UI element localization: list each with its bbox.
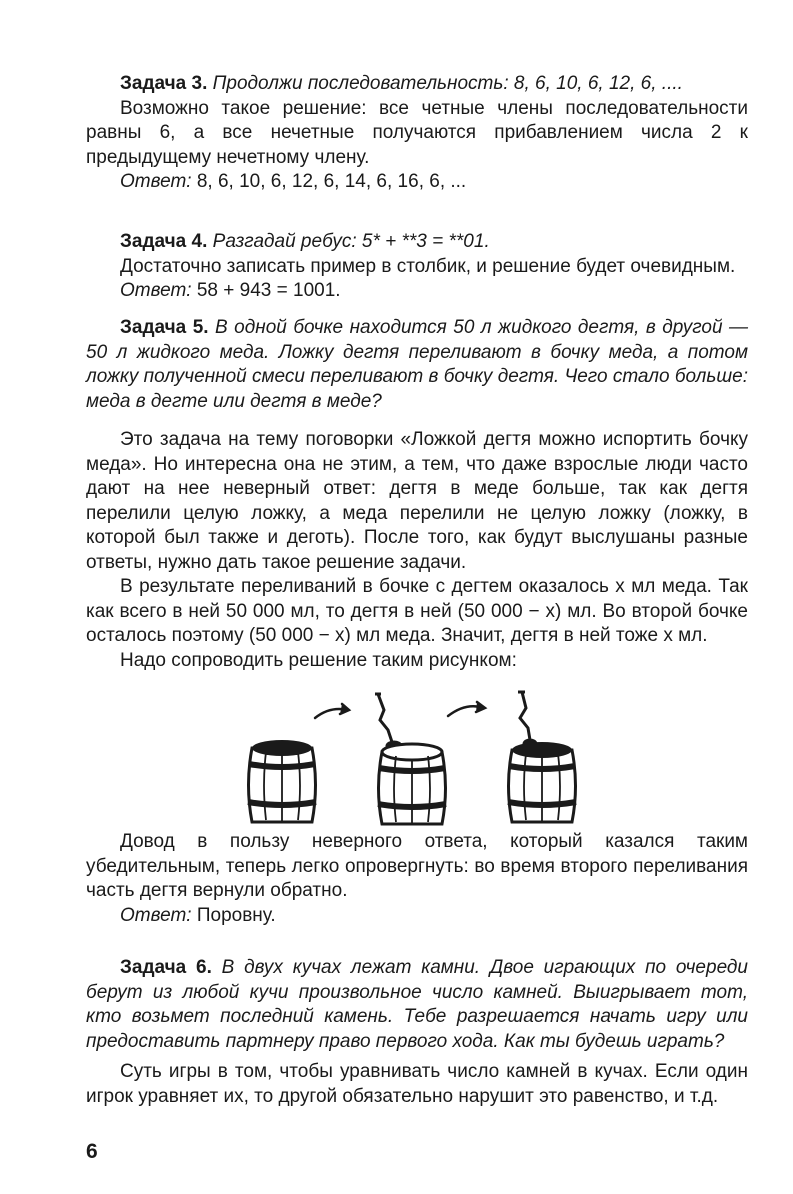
task-6-solution: Суть игры в том, чтобы уравнивать число камней в кучах. Если один игрок уравняет их, то другой обязательно нарушит это равенство, и т.д. <box>86 1061 748 1107</box>
task-3-statement: Продолжи последовательность: 8, 6, 10, 6, 12, 6, .... <box>212 73 683 94</box>
page-number: 6 <box>86 1140 98 1163</box>
task-5-label: Задача 5. <box>120 317 209 338</box>
task-6-label: Задача 6. <box>120 957 212 978</box>
task-5-answer: Поровну. <box>196 904 276 926</box>
task-3-answer: 8, 6, 10, 6, 12, 6, 14, 6, 16, 6, ... <box>196 171 467 192</box>
barrel-3-icon <box>508 742 576 822</box>
task-4 <box>86 230 748 304</box>
ladle-1-icon <box>375 694 401 750</box>
task-6-statement: В двух кучах лежат камни. Двое играющих по очереди берут из любой кучи произвольное число камней. Выигрывает тот, кто возьмет последний камень. Тебе разрешается начать игру или предоставить партнеру право первого хода. Как ты будешь играть? <box>86 957 748 1052</box>
arrow-1-head <box>340 704 349 714</box>
task-4-answer-label: Ответ: <box>120 280 192 301</box>
barrel-2-icon <box>378 744 446 824</box>
task-6 <box>86 956 748 1109</box>
task-3-solution: Возможно такое решение: все четные члены последовательности равны 6, а все нечетные получаются прибавлением числа 2 к предыдущему нечетному члену. <box>86 97 748 168</box>
task-4-statement: Разгадай ребус: 5* + **3 = **01. <box>212 231 490 252</box>
task-3 <box>86 72 748 195</box>
task-5-paragraph-2: В результате переливаний в бочке с дегтем оказалось x мл меда. Так как всего в ней 50 000 мл, то дегтя в ней (50 000 − x) мл. Во второй бочке осталось поэтому (50 000 − x) мл меда. Значит, дегтя в ней тоже x мл. <box>86 576 748 646</box>
task-5 <box>86 316 748 673</box>
task-5-statement: В одной бочке находится 50 л жидкого дегтя, в другой — 50 л жидкого меда. Ложку дегтя переливают в бочку меда, а потом ложку полученной смеси переливают в бочку дегтя. Чего стало больше: меда в дегте или дегтя в меде? <box>86 317 749 412</box>
task-3-label: Задача 3. <box>120 73 208 94</box>
barrels-illustration <box>230 690 590 830</box>
task-4-answer: 58 + 943 = 1001. <box>196 280 341 301</box>
ladle-2-icon <box>518 692 536 748</box>
task-5-paragraph-1: Это задача на тему поговорки «Ложкой дегтя можно испортить бочку меда». Но интересна она не этим, а тем, что даже взрослые люди часто дают на нее неверный ответ: дегтя в меде больше, так как дегтя перелили целую ложку, а меда перелили не целую ложку (ложку, в которой был также и деготь). После того, как будут выслушаны разные ответы, нужно дать такое решение задачи. <box>86 429 748 573</box>
task-5-paragraph-3: Надо сопроводить решение таким рисунком: <box>120 649 517 671</box>
task-4-label: Задача 4. <box>120 231 208 252</box>
task-5-answer-label: Ответ: <box>120 904 192 926</box>
task-5-paragraph-4: Довод в пользу неверного ответа, который казался таким убедительным, теперь легко опровергнуть: во время второго переливания часть дегтя вернули обратно. <box>86 831 748 901</box>
arrow-2-head <box>476 702 485 712</box>
barrel-1-icon <box>248 740 316 822</box>
task-5-continued <box>86 830 748 928</box>
task-3-answer-label: Ответ: <box>120 171 192 192</box>
task-4-solution: Достаточно записать пример в столбик, и решение будет очевидным. <box>120 255 736 277</box>
